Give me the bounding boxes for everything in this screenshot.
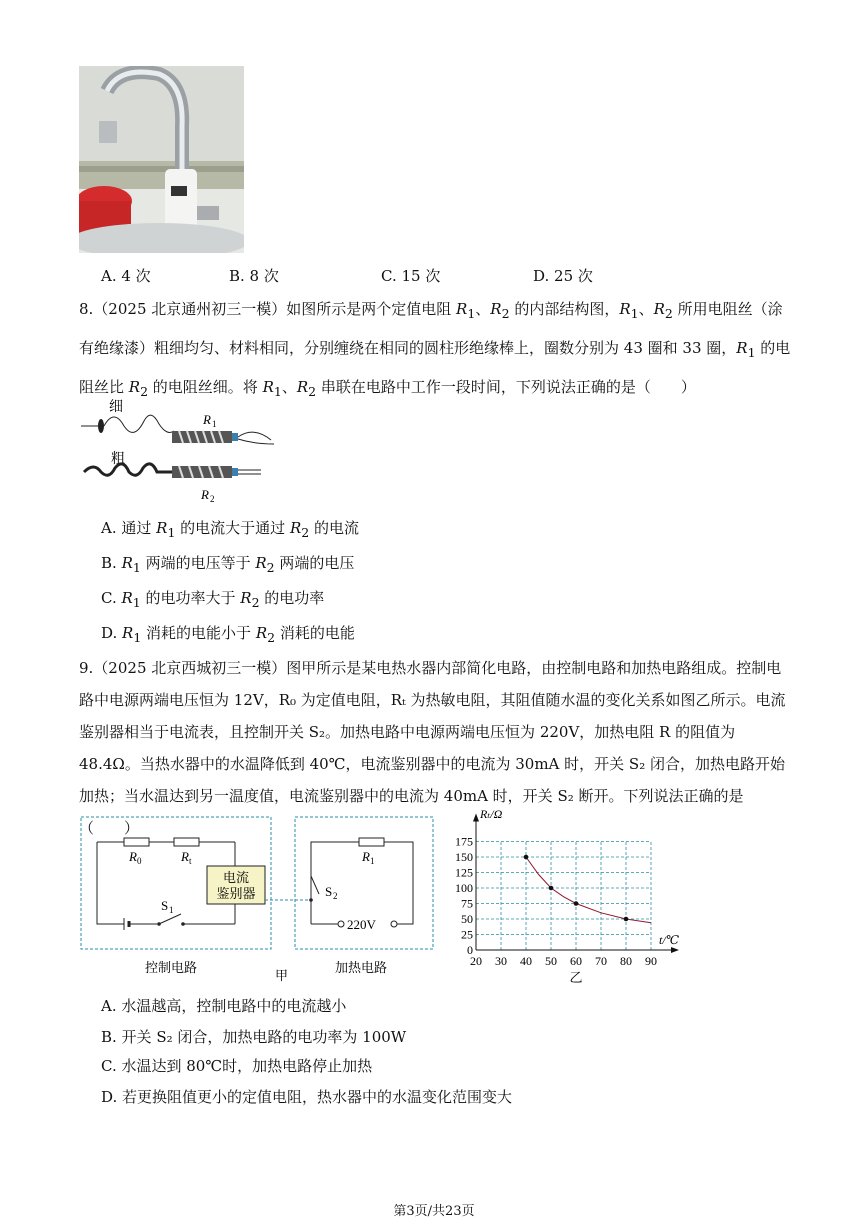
r1-sub: 1 — [370, 856, 375, 866]
page-footer: 第3页/共23页 — [393, 1204, 475, 1219]
label-thick: 粗 — [111, 452, 125, 467]
q9-stem: 9.（2025 北京西城初三一模）图甲所示是某电热水器内部简化电路，由控制电路和加热电路组成。控制电路中电源两端电压恒为 12V，R₀ 为定值电阻，Rₜ 为热敏电阻，其阻值随水温的变化关系如图乙所示。电流鉴别器相当于电流表，且控制开关 S₂。加热电路中电源两端电压恒为 220V，加热电阻 R 的阻值为 48.4Ω。当热水器中的水温降低到 40℃，电流鉴别器中的电流为 30mA 时，开关 S₂ 闭合，加热电路开始加热；当水温达到另一温度值，电流鉴别器中的电流为 40mA 时，开关 S₂ 断开。下列说法正确的是（ ） — [79, 659, 786, 837]
y-tick-label-100: 100 — [455, 881, 473, 895]
x-tick-label-70: 70 — [595, 954, 607, 968]
x-tick-label-80: 80 — [620, 954, 632, 968]
label-r1: R — [203, 412, 211, 427]
data-point-40 — [524, 855, 529, 860]
data-point-50 — [549, 886, 554, 891]
label-jia: 甲 — [275, 968, 289, 983]
y-tick-label-0: 0 — [467, 943, 473, 957]
x-tick-label-30: 30 — [495, 954, 507, 968]
q8-stem: 8.（2025 北京通州初三一模）如图所示是两个定值电阻 $R_1$、$R_2$ 的内部结构图，$R_1$、$R_2$ 所用电阻丝（涂有绝缘漆）粗细均匀、材料相同，分别缠绕在相同的圆柱形绝缘棒上，圈数分别为 43 圈和 33 圈，$R_1$ 的电阻丝比 $R_2$ 的电阻丝细。将 $R_1$、$R_2$ 串联在电路中工作一段时间，下列说法正确的是（ ） — [79, 300, 791, 399]
q9-resistance-temperature-chart — [446, 806, 690, 988]
q9-option-a[interactable]: A. 水温越高，控制电路中的电流越小 — [101, 997, 347, 1015]
data-point-80 — [624, 917, 629, 922]
q7-option-c[interactable]: C. 15 次 — [381, 267, 441, 285]
data-point-60 — [574, 901, 579, 906]
rt-sub: t — [189, 856, 192, 866]
q8-option-d[interactable]: D. $R_1$ 消耗的电能小于 $R_2$ 消耗的电能 — [101, 624, 355, 645]
r0-resistor — [124, 838, 149, 846]
q9-option-d[interactable]: D. 若更换阻值更小的定值电阻，热水器中的水温变化范围变大 — [101, 1088, 513, 1106]
x-tick-label-90: 90 — [645, 954, 657, 968]
s2-sub: 2 — [333, 891, 338, 901]
q9-option-b[interactable]: B. 开关 S₂ 闭合，加热电路的电功率为 100W — [101, 1028, 407, 1046]
rt-resistor — [174, 838, 199, 846]
x-axis-label: t/℃ — [659, 933, 680, 947]
x-tick-label-50: 50 — [545, 954, 557, 968]
r1-heating-resistor — [359, 838, 384, 846]
label-thin: 细 — [109, 400, 123, 415]
label-r1-sub: 1 — [212, 419, 217, 429]
voltage-220v: 220V — [347, 917, 376, 932]
q7-option-b[interactable]: B. 8 次 — [229, 267, 279, 285]
y-tick-label-175: 175 — [455, 834, 473, 849]
rt-label: R — [181, 849, 189, 864]
x-tick-label-60: 60 — [570, 954, 582, 968]
resistance-curve — [526, 857, 651, 923]
r0-label: R — [129, 849, 137, 864]
s1-sub: 1 — [169, 905, 174, 915]
label-control-circuit: 控制电路 — [145, 960, 198, 975]
y-tick-label-150: 150 — [455, 850, 473, 864]
detector-label-2: 鉴别器 — [216, 886, 256, 901]
faucet-water-heater-photo — [79, 66, 244, 253]
label-r2: R — [201, 487, 209, 502]
s2-label: S — [325, 884, 333, 899]
label-r2-sub: 2 — [210, 494, 215, 504]
q9-circuit-figure — [79, 814, 439, 984]
r0-sub: 0 — [137, 856, 142, 866]
q8-option-a[interactable]: A. 通过 $R_1$ 的电流大于通过 $R_2$ 的电流 — [101, 519, 359, 540]
y-tick-label-125: 125 — [455, 865, 473, 880]
x-tick-label-40: 40 — [520, 954, 532, 968]
q8-resistor-figure — [79, 396, 279, 506]
q8-option-c[interactable]: C. $R_1$ 的电功率大于 $R_2$ 的电功率 — [101, 589, 325, 610]
y-tick-label-50: 50 — [461, 912, 473, 926]
chart-caption-yi: 乙 — [569, 970, 583, 985]
s1-label: S — [161, 898, 169, 913]
r1-label: R — [362, 849, 370, 864]
q7-option-a[interactable]: A. 4 次 — [101, 267, 151, 285]
q9-option-c[interactable]: C. 水温达到 80℃时，加热电路停止加热 — [101, 1057, 373, 1075]
detector-label-1: 电流 — [222, 870, 250, 885]
y-tick-label-75: 75 — [461, 896, 473, 911]
x-tick-label-20: 20 — [470, 954, 482, 968]
y-tick-label-25: 25 — [461, 927, 473, 942]
y-axis-arrow — [473, 814, 479, 822]
q8-option-b[interactable]: B. $R_1$ 两端的电压等于 $R_2$ 两端的电压 — [101, 554, 355, 575]
q7-option-d[interactable]: D. 25 次 — [533, 267, 593, 285]
label-heating-circuit: 加热电路 — [335, 960, 388, 975]
x-axis-arrow — [671, 947, 679, 953]
y-axis-label: Rₜ/Ω — [480, 807, 503, 821]
